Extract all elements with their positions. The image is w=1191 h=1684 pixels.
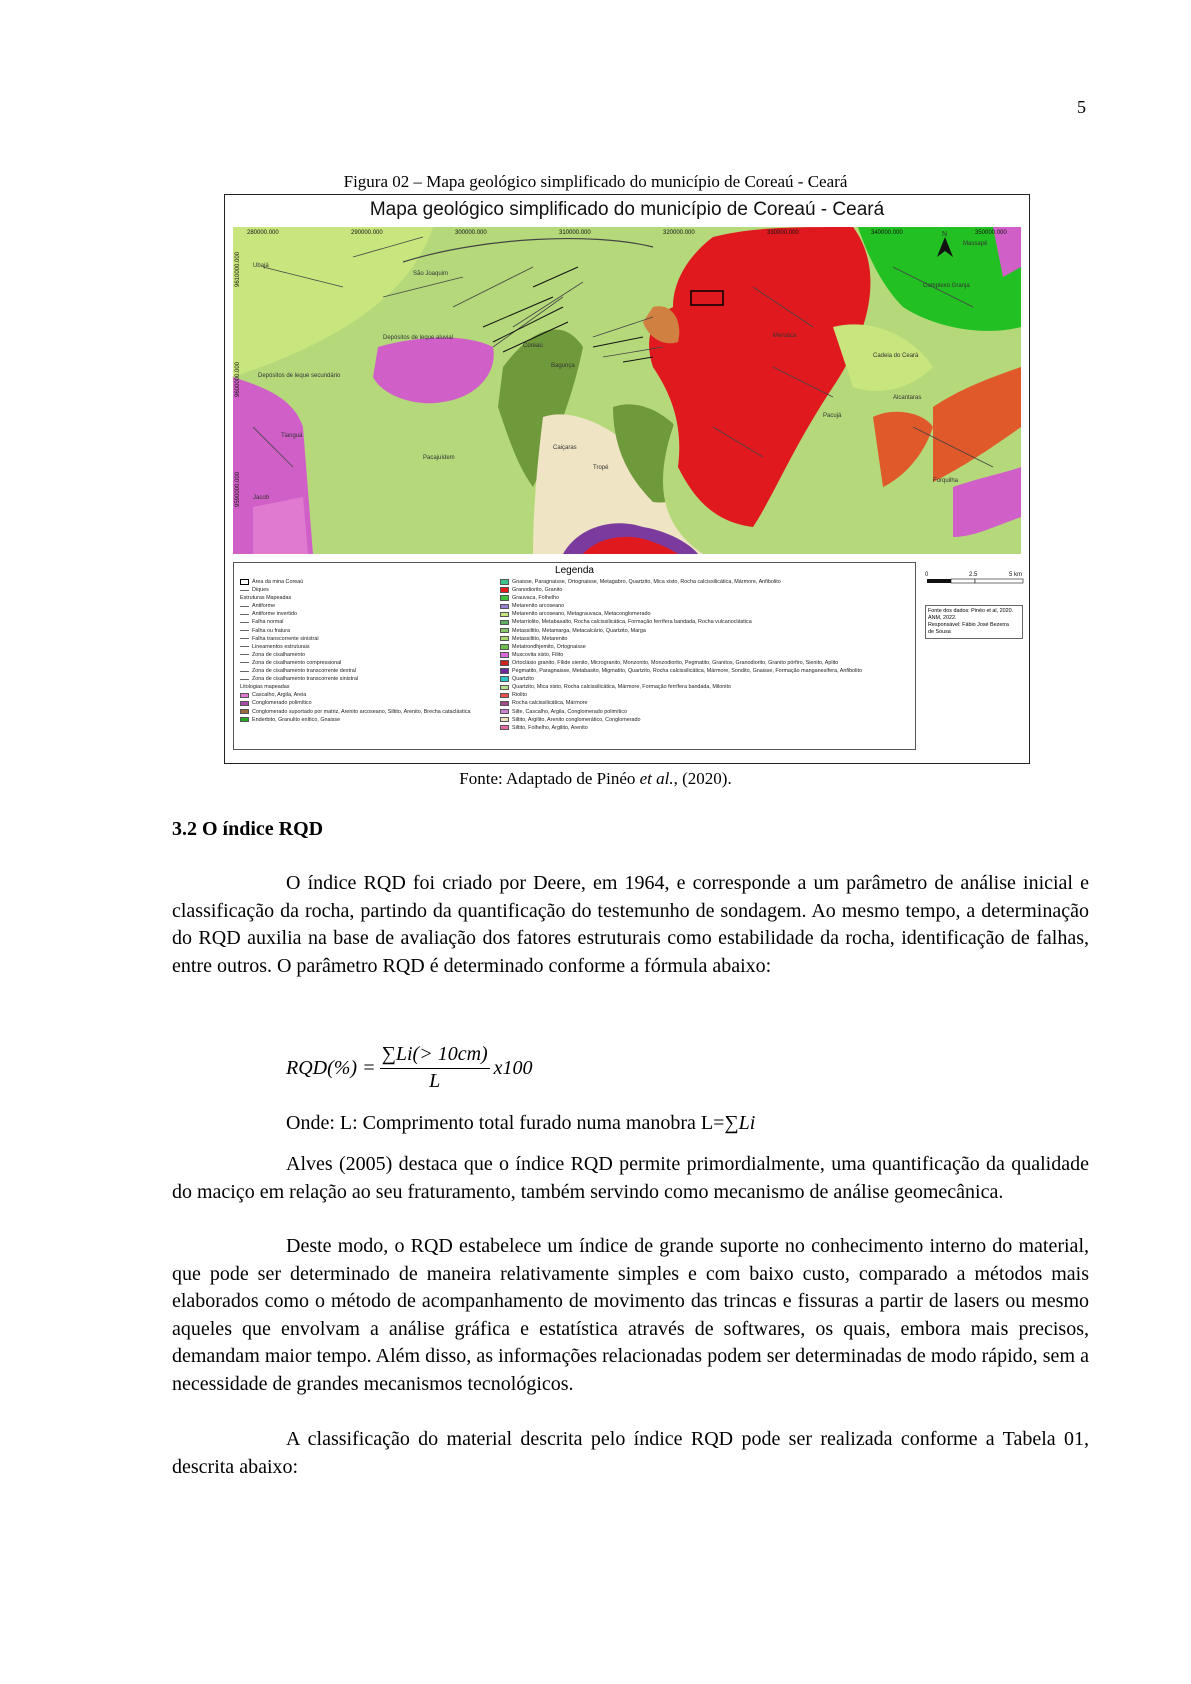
place-label: Depósitos de leque aluvial: [383, 335, 454, 341]
onde-symbol: ∑Li: [724, 1112, 756, 1134]
legend-item: [500, 635, 862, 643]
scale-segment-dark: [927, 579, 951, 583]
legend-swatch: [500, 668, 509, 674]
x-coordinate-label: 320000.000: [663, 230, 695, 236]
legend-line-symbol: [240, 662, 249, 663]
legend-item: [500, 708, 862, 716]
scale-bar-graphic: [925, 567, 1025, 597]
legend-item: [240, 594, 470, 602]
page-number: 5: [1077, 97, 1086, 117]
legend-item: [240, 683, 470, 691]
section-heading: 3.2 O índice RQD: [172, 818, 324, 840]
legend-item: [240, 627, 470, 635]
scale-tick-label: 2.5: [969, 572, 978, 578]
legend-label: Zona de cisalhamento transcorrente sinistral: [252, 676, 359, 683]
legend-line-symbol: [240, 671, 249, 672]
legend-line-symbol: [240, 638, 249, 639]
legend-item: [240, 643, 470, 651]
legend-label: Metatrondhjemito, Ortognaisse: [512, 643, 586, 650]
map-title: Mapa geológico simplificado do município de Coreaú - Ceará: [369, 199, 885, 220]
legend-label: Zona de cisalhamento transcorrente dextral: [252, 668, 356, 675]
y-coordinate-label: 9610000.000: [235, 251, 241, 287]
legend-line-symbol: [240, 630, 249, 631]
legend-label: Falha transcorrente sinistral: [252, 635, 319, 642]
map-legend: [233, 562, 916, 750]
place-label: Pacujá: [823, 413, 842, 419]
legend-swatch: [240, 717, 249, 723]
scale-bar: [925, 567, 1025, 597]
legend-line-symbol: [240, 622, 249, 623]
place-label: Meruoca: [773, 333, 797, 339]
geological-map-figure: [224, 194, 1030, 764]
x-coordinate-label: 330000.000: [767, 230, 799, 236]
legend-swatch: [500, 620, 509, 626]
legend-swatch: [240, 693, 249, 699]
scale-segment-light: [951, 579, 975, 583]
legend-swatch: [500, 725, 509, 731]
map-credits: [925, 605, 1023, 639]
legend-label: Zona de cisalhamento: [252, 651, 306, 658]
legend-swatch: [500, 685, 509, 691]
legend-label: Silte, Cascalho, Argila, Conglomerado polimítico: [512, 708, 628, 715]
legend-label: Conglomerado suportado por matriz, Arenito arcoseano, Siltito, Arenito, Brecha cataclástica: [252, 708, 471, 715]
legend-label: Pegmatito, Paragnaisse, Metabasito, Migmatito, Quartzito, Rocha calcissilicática, Mármore, Sondito, Gnaisse, Formação manganesífera, Anfibolito: [512, 668, 862, 675]
y-coordinate-label: 9600000.000: [235, 361, 241, 397]
formula-lhs: RQD(%) =: [286, 1056, 376, 1079]
legend-item: [240, 651, 470, 659]
credit-line: ANM, 2022.: [928, 615, 957, 621]
legend-swatch: [500, 693, 509, 699]
legend-item: [500, 602, 862, 610]
legend-item: [500, 716, 862, 724]
y-coordinate-label: 9590000.000: [235, 471, 241, 507]
credit-line: Fonte dos dados: Pinéo et al, 2020.: [928, 608, 1014, 614]
place-label: Depósitos de leque secundário: [258, 373, 341, 379]
legend-label: Conglomerado polimítico: [252, 700, 312, 707]
paragraph-classificacao: A classificação do material descrita pelo índice RQD pode ser realizada conforme a Tabela 01, descrita abaixo:: [172, 1428, 1089, 1478]
place-label: Caiçaras: [553, 445, 577, 451]
place-label: Jacob: [253, 495, 270, 501]
legend-swatch: [240, 709, 249, 715]
legend-label: Gnaisse, Paragnaisse, Ortognaisse, Metagabro, Quartzito, Mica xisto, Rocha calcissilicática, Mármore, Anfibolito: [512, 579, 781, 585]
legend-line-symbol: [240, 606, 249, 607]
legend-label: Falha ou fratura: [252, 627, 291, 634]
credit-line: Responsável: Fábio José Bezerra: [928, 622, 1009, 628]
legend-swatch: [500, 604, 509, 610]
legend-label: Quartzito, Mica xisto, Rocha calcissilicática, Mármore, Formação ferrífera bandada, Milonito: [512, 684, 731, 691]
legend-swatch: [500, 636, 509, 642]
legend-label: Enderbito, Granulito enítico, Gnaisse: [252, 716, 341, 723]
legend-item: [240, 618, 470, 626]
legend-swatch: [500, 612, 509, 618]
legend-swatch: [500, 676, 509, 682]
x-coordinate-label: 290000.000: [351, 230, 383, 236]
credit-line: de Sousa: [928, 629, 951, 635]
legend-item: [500, 578, 862, 586]
legend-label: Estruturas Mapeadas: [240, 595, 292, 602]
legend-swatch: [500, 628, 509, 634]
legend-line-symbol: [240, 654, 249, 655]
legend-item: [500, 691, 862, 699]
paragraph-rqd-intro: O índice RQD foi criado por Deere, em 1964, e corresponde a um parâmetro de análise inicial e classificação da rocha, partindo da quantificação do testemunho de sondagem. Ao mesmo tempo, a determinação do RQD auxilia na base de avaliação dos fatores estruturais como estabilidade da rocha, identificação de falhas, entre outros. O parâmetro RQD é determinado conforme a fórmula abaixo:: [172, 872, 1089, 977]
source-prefix: Fonte: Adaptado de Pinéo: [459, 769, 640, 788]
legend-swatch: [500, 644, 509, 650]
legend-swatch: [500, 701, 509, 707]
onde-text: Onde: L: Comprimento total furado numa manobra L=: [286, 1112, 725, 1134]
legend-label: Granodiorito, Granito: [512, 587, 563, 594]
place-label: Alcantaras: [893, 395, 922, 401]
formula-denominator: L: [429, 1070, 441, 1092]
legend-label: Diques: [252, 587, 269, 594]
legend-line-symbol: [240, 590, 249, 591]
x-coordinate-label: 300000.000: [455, 230, 487, 236]
legend-right-column: [500, 578, 862, 732]
legend-item: [500, 667, 862, 675]
legend-label: Falha normal: [252, 619, 284, 626]
legend-label: Zona de cisalhamento compressional: [252, 659, 342, 666]
legend-item: [500, 618, 862, 626]
legend-item: [500, 643, 862, 651]
legend-box-symbol: [240, 579, 249, 585]
legend-label: Metassiltito, Metamarga, Metacalcário, Quartzito, Marga: [512, 627, 646, 634]
legend-label: Siltito, Folhelho, Argilito, Arenito: [512, 724, 588, 731]
legend-item: [240, 578, 470, 586]
legend-item: [240, 667, 470, 675]
legend-item: [240, 716, 470, 724]
map-canvas: [233, 227, 1021, 554]
formula-numerator: ∑Li(> 10cm): [380, 1043, 490, 1069]
place-label: Bagunça: [551, 363, 575, 369]
north-label: N: [942, 231, 948, 238]
place-label: Forquilha: [933, 478, 959, 484]
unit-jacob: [253, 497, 308, 554]
x-coordinate-label: 280000.000: [247, 230, 279, 236]
legend-label: Metassiltito, Metarenito: [512, 635, 568, 642]
legend-label: Metarenito arcoseano, Metagrauvaca, Metaconglomerado: [512, 611, 651, 618]
place-label: Tropé: [593, 465, 609, 471]
place-label: Massapê: [963, 241, 988, 247]
source-et-al: et al.: [639, 769, 674, 788]
formula-fraction: [380, 1043, 490, 1093]
legend-label: Muscovita xisto, Filito: [512, 651, 564, 658]
legend-item: [500, 683, 862, 691]
legend-item: [500, 627, 862, 635]
formula-explanation: [286, 1112, 755, 1135]
legend-item: [500, 651, 862, 659]
legend-swatch: [500, 717, 509, 723]
scale-segment-light: [975, 579, 1023, 583]
legend-item: [500, 699, 862, 707]
legend-label: Antiforme: [252, 603, 276, 610]
place-label: São Joaquim: [413, 271, 449, 277]
legend-label: Ortoclásio granito, Fílide sienito, Microgranito, Monzonito, Monzodiorito, Pegmatito, Granitos, Granodiorito, Granito pórfiro, Sienito, Aplito: [512, 659, 839, 666]
legend-swatch: [500, 579, 509, 585]
legend-label: Rocha calcissilicática, Mármore: [512, 700, 588, 707]
legend-label: Litologias mapeadas: [240, 684, 290, 691]
place-label: Ubajá: [253, 263, 269, 269]
legend-swatch: [240, 701, 249, 707]
legend-item: [240, 602, 470, 610]
legend-item: [500, 594, 862, 602]
legend-item: [240, 610, 470, 618]
legend-item: [240, 635, 470, 643]
legend-swatch: [500, 709, 509, 715]
legend-swatch: [500, 595, 509, 601]
legend-item: [240, 675, 470, 683]
legend-title: Legenda: [555, 565, 594, 576]
legend-item: [500, 586, 862, 594]
rqd-formula: [286, 1043, 533, 1093]
place-label: Tianguá: [281, 433, 303, 439]
legend-swatch: [500, 660, 509, 666]
source-suffix: , (2020).: [673, 769, 732, 788]
map-area: [233, 227, 1021, 554]
legend-label: Metarenito arcoseano: [512, 603, 565, 610]
legend-item: [500, 610, 862, 618]
legend-item: [240, 699, 470, 707]
place-label: Cadeia do Ceará: [873, 353, 919, 359]
scale-tick-label: 5 km: [1009, 572, 1023, 578]
legend-label: Riolito: [512, 692, 527, 699]
legend-line-symbol: [240, 679, 249, 680]
legend-swatch: [500, 587, 509, 593]
place-label: Coreaú: [523, 343, 543, 349]
legend-item: [240, 586, 470, 594]
legend-item: [240, 708, 470, 716]
x-coordinate-label: 340000.000: [871, 230, 903, 236]
legend-line-symbol: [240, 646, 249, 647]
figure-source: [0, 769, 1191, 789]
legend-label: Grauvaca, Folhelho: [512, 595, 560, 602]
figure-caption: Figura 02 – Mapa geológico simplificado do município de Coreaú - Ceará: [343, 172, 848, 191]
paragraph-alves: Alves (2005) destaca que o índice RQD permite primordialmente, uma quantificação da qualidade do maciço em relação ao seu fraturamento, também servindo como mecanismo de análise geomecânica.: [172, 1153, 1089, 1203]
paragraph-deste-modo: Deste modo, o RQD estabelece um índice de grande suporte no conhecimento interno do material, que pode ser determinado de maneira relativamente simples e com baixo custo, comparado a métodos mais elaborados como o método de acompanhamento de movimento das trincas e fissuras a partir de lasers ou mesmo aqueles que envolvam a análise gráfica e estatística através de softwares, os quais, embora mais precisos, demandam maior tempo. Além disso, as informações relacionadas podem ser determinadas de modo rápido, sem a necessidade de grandes mecanismos tecnológicos.: [172, 1235, 1089, 1395]
legend-label: Siltito, Argilito, Arenito conglomerático, Conglomerado: [512, 716, 641, 723]
legend-label: Lineamentos estruturais: [252, 643, 310, 650]
legend-label: Quartzito: [512, 676, 534, 683]
legend-left-column: [240, 578, 470, 724]
legend-item: [500, 675, 862, 683]
place-label: Pacajuídem: [423, 455, 455, 461]
legend-item: [240, 659, 470, 667]
formula-rhs: x100: [493, 1056, 533, 1079]
legend-item: [500, 659, 862, 667]
legend-swatch: [500, 652, 509, 658]
legend-line-symbol: [240, 614, 249, 615]
place-label: Complexo Granja: [923, 283, 970, 289]
legend-item: [240, 691, 470, 699]
x-coordinate-label: 310000.000: [559, 230, 591, 236]
x-coordinate-label: 350000.000: [975, 230, 1007, 236]
legend-label: Área da mina Coreaú: [252, 579, 304, 585]
legend-label: Cascalho, Argila, Areia: [252, 692, 307, 699]
legend-label: Metarriolito, Metabasalto, Rocha calcissilicática, Formação ferrífera bandada, Rocha vulcanoclástica: [512, 619, 752, 626]
legend-item: [500, 724, 862, 732]
legend-label: Antiforme invertido: [252, 611, 297, 618]
scale-tick-label: 0: [925, 572, 929, 578]
